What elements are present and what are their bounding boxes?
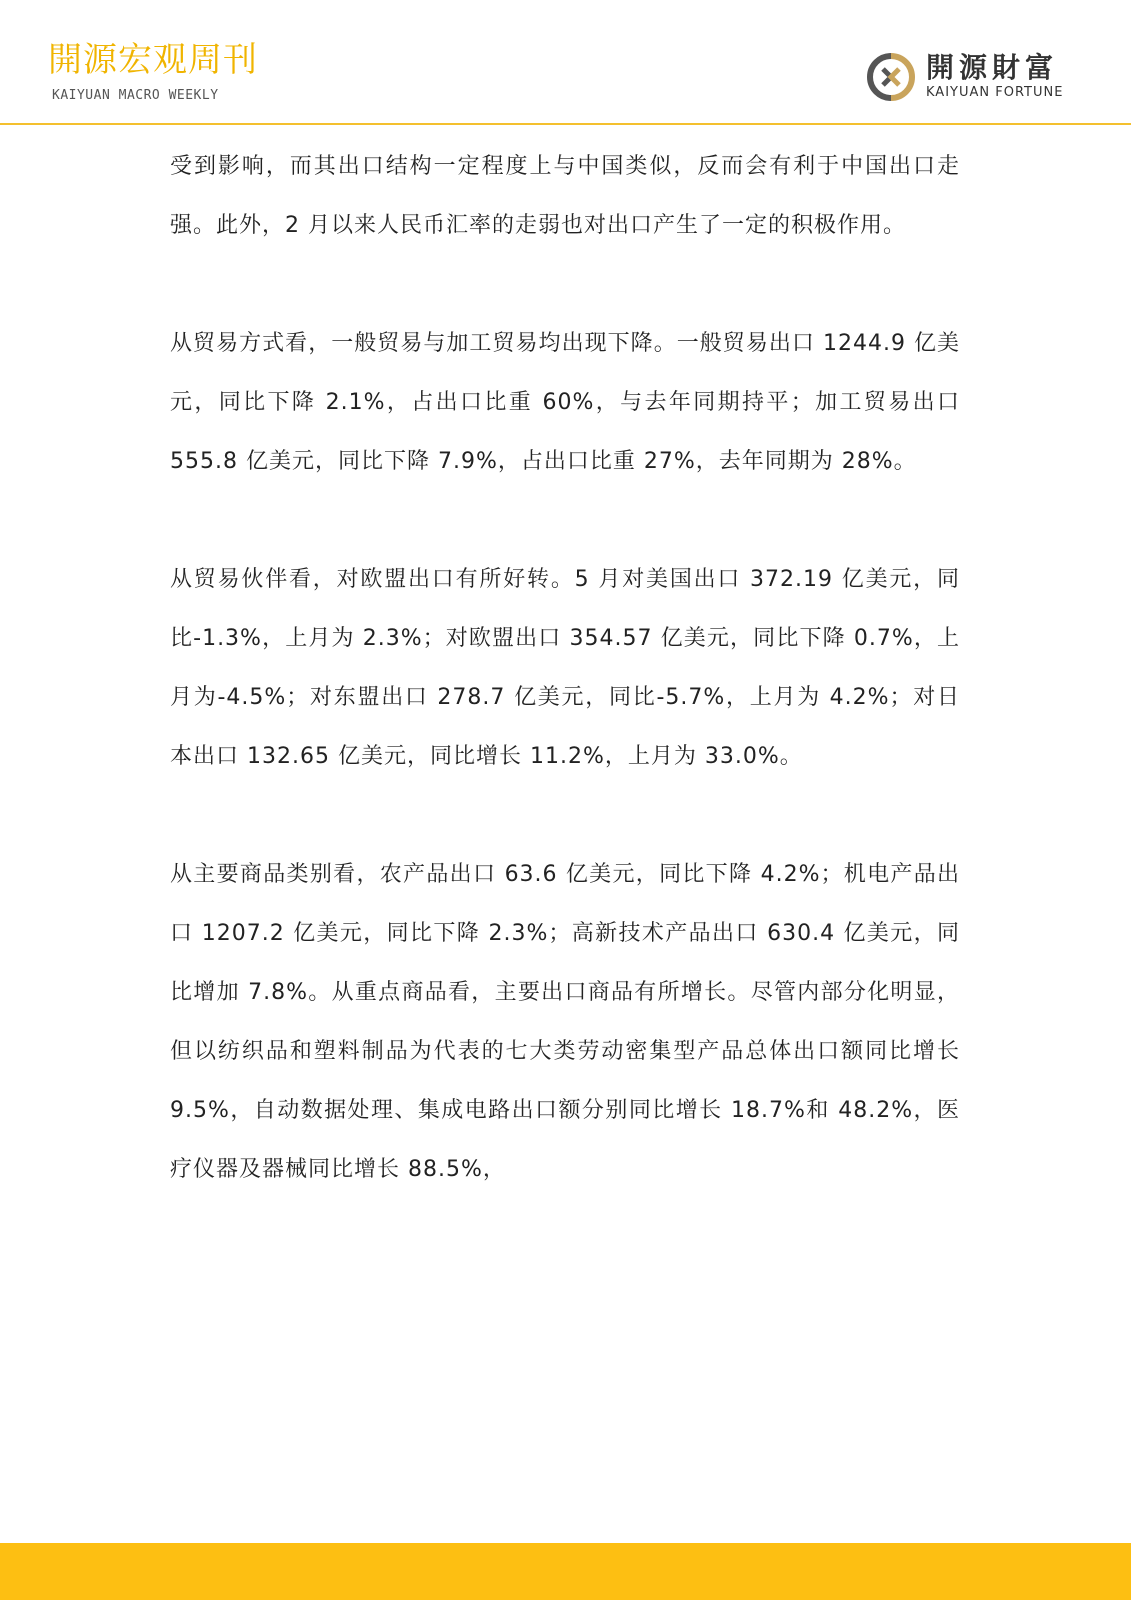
logo-name-en: KAIYUAN FORTUNE <box>926 85 1064 100</box>
footer-bar <box>0 1543 1131 1600</box>
body-text <box>170 137 960 1199</box>
kaiyuan-logo <box>866 50 1086 106</box>
paragraph-commodity-categories: 从主要商品类别看，农产品出口 63.6 亿美元，同比下降 4.2%；机电产品出口 1207.2 亿美元，同比下降 2.3%；高新技术产品出口 630.4 亿美元，同比增加 7.8%。从重点商品看，主要出口商品有所增长。尽管内部分化明显，但以纺织品和塑料制品为代表的七大类劳动密集型产品总体出口额同比增长 9.5%，自动数据处理、集成电路出口额分别同比增长 18.7%和 48.2%，医疗仪器及器械同比增长 88.5%， <box>170 862 960 1182</box>
header-divider <box>0 123 1131 125</box>
logo-name-cn: 開源財富 <box>926 51 1059 84</box>
paragraph-trade-mode: 从贸易方式看，一般贸易与加工贸易均出现下降。一般贸易出口 1244.9 亿美元，同比下降 2.1%，占出口比重 60%，与去年同期持平；加工贸易出口 555.8 亿美元，同比下降 7.9%，占出口比重 27%，去年同期为 28%。 <box>170 331 960 474</box>
kaiyuan-logo-mark-icon <box>866 52 916 102</box>
publication-subtitle: KAIYUAN MACRO WEEKLY <box>52 88 219 103</box>
publication-title: 開源宏观周刊 <box>48 40 258 80</box>
paragraph-trade-partners: 从贸易伙伴看，对欧盟出口有所好转。5 月对美国出口 372.19 亿美元，同比-1.3%，上月为 2.3%；对欧盟出口 354.57 亿美元，同比下降 0.7%，上月为-4.5%；对东盟出口 278.7 亿美元，同比-5.7%，上月为 4.2%；对日本出口 132.65 亿美元，同比增长 11.2%，上月为 33.0%。 <box>170 567 960 769</box>
paragraph-export-context: 受到影响，而其出口结构一定程度上与中国类似，反而会有利于中国出口走强。此外，2 月以来人民币汇率的走弱也对出口产生了一定的积极作用。 <box>170 154 960 238</box>
